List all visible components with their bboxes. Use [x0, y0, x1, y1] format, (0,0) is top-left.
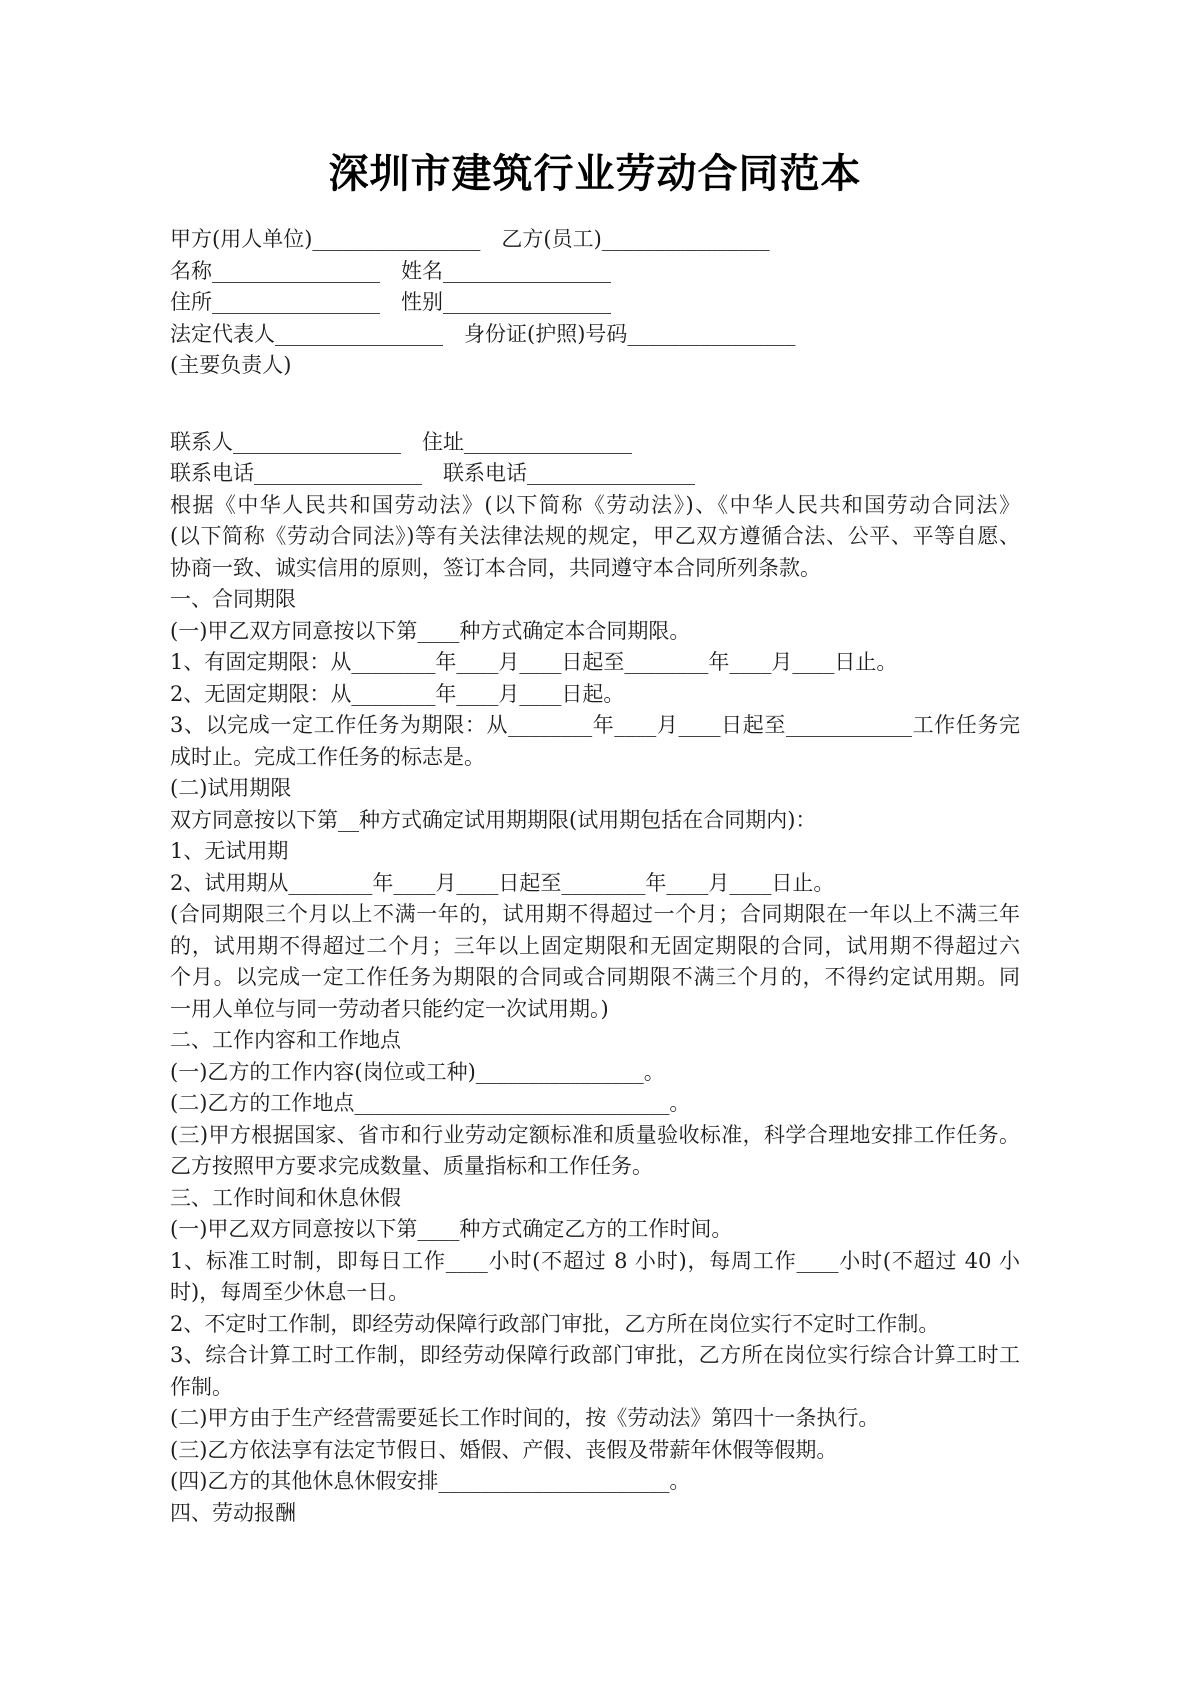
term-method-line: (一)甲乙双方同意按以下第____种方式确定本合同期限。: [170, 618, 691, 643]
blank-gap: [170, 382, 1020, 427]
standard-hours-line-2: 时)，每周至少休息一日。: [170, 1280, 410, 1304]
preamble-line-3: 协商一致、诚实信用的原则，签订本合同，共同遵守本合同所列条款。: [170, 555, 821, 580]
section-2-heading: 二、工作内容和工作地点: [170, 1028, 401, 1052]
contact-phone-row: 联系电话________________ 联系电话________________: [170, 461, 695, 485]
flexible-hours-line: 2、不定时工作制，即经劳动保障行政部门审批，乙方所在岗位实行不定时工作制。: [170, 1311, 940, 1336]
overtime-line: (二)甲方由于生产经营需要延长工作时间的，按《劳动法》第四十一条执行。: [170, 1406, 880, 1430]
task-term-line-2: 成时止。完成工作任务的标志是。: [170, 744, 485, 769]
principal-row: (主要负责人): [170, 353, 292, 377]
probation-note-1: (合同期限三个月以上不满一年的，试用期不得超过一个月；合同期限在一年以上不满三年: [170, 902, 1020, 926]
other-rest-line: (四)乙方的其他休息休假安排______________________。: [170, 1469, 691, 1493]
legal-representative-row: 法定代表人________________ 身份证(护照)号码________________: [170, 321, 796, 346]
probation-note-4: 一用人单位与同一劳动者只能约定一次试用期。): [170, 996, 609, 1021]
work-standard-line-2: 乙方按照甲方要求完成数量、质量指标和工作任务。: [170, 1154, 653, 1178]
work-location-line: (二)乙方的工作地点______________________________。: [170, 1091, 691, 1115]
probation-note-2: 的，试用期不得超过二个月；三年以上固定期限和无固定期限的合同，试用期不得超过六: [170, 933, 1020, 958]
work-standard-line-1: (三)甲方根据国家、省市和行业劳动定额标准和质量验收标准，科学合理地安排工作任务。: [170, 1122, 1020, 1147]
probation-note-3: 个月。以完成一定工作任务为期限的合同或合同期限不满三个月的，不得约定试用期。同: [170, 965, 1020, 989]
comprehensive-hours-line-2: 作制。: [170, 1374, 233, 1399]
probation-heading: (二)试用期限: [170, 776, 292, 800]
fixed-term-line: 1、有固定期限：从________年____月____日起至________年____月____日止。: [170, 650, 898, 674]
work-content-line: (一)乙方的工作内容(岗位或工种)________________。: [170, 1059, 665, 1084]
open-term-line: 2、无固定期限：从________年____月____日起。: [170, 681, 625, 706]
contact-person-row: 联系人________________ 住址________________: [170, 429, 632, 454]
party-a-b-row: 甲方(用人单位)________________ 乙方(员工)________________: [170, 227, 770, 251]
preamble-line-2: (以下简称《劳动合同法》)等有关法律法规的规定，甲乙双方遵循合法、公平、平等自愿、: [170, 524, 1020, 548]
task-term-line-1: 3、以完成一定工作任务为期限：从________年____月____日起至____________工作任务完: [170, 713, 1020, 737]
standard-hours-line-1: 1、标准工时制，即每日工作____小时(不超过 8 小时)，每周工作____小时(不超过 40 小: [170, 1248, 1020, 1273]
worktime-method-line: (一)甲乙双方同意按以下第____种方式确定乙方的工作时间。: [170, 1217, 733, 1241]
probation-dates-line: 2、试用期从________年____月____日起至________年____月____日止。: [170, 870, 835, 895]
comprehensive-hours-line-1: 3、综合计算工时工作制，即经劳动保障行政部门审批，乙方所在岗位实行综合计算工时工: [170, 1343, 1020, 1367]
preamble-line-1: 根据《中华人民共和国劳动法》(以下简称《劳动法》)、《中华人民共和国劳动合同法》: [170, 492, 1020, 517]
holidays-line: (三)乙方依法享有法定节假日、婚假、产假、丧假及带薪年休假等假期。: [170, 1437, 838, 1462]
no-probation-line: 1、无试用期: [170, 839, 289, 863]
name-row: 名称________________ 姓名________________: [170, 258, 611, 283]
document-title: 深圳市建筑行业劳动合同范本: [328, 150, 862, 197]
residence-gender-row: 住所________________ 性别________________: [170, 290, 611, 314]
section-4-heading: 四、劳动报酬: [170, 1500, 296, 1525]
section-3-heading: 三、工作时间和休息休假: [170, 1185, 401, 1210]
probation-method-line: 双方同意按以下第__种方式确定试用期期限(试用期包括在合同期内)：: [170, 807, 817, 832]
section-1-heading: 一、合同期限: [170, 587, 296, 611]
